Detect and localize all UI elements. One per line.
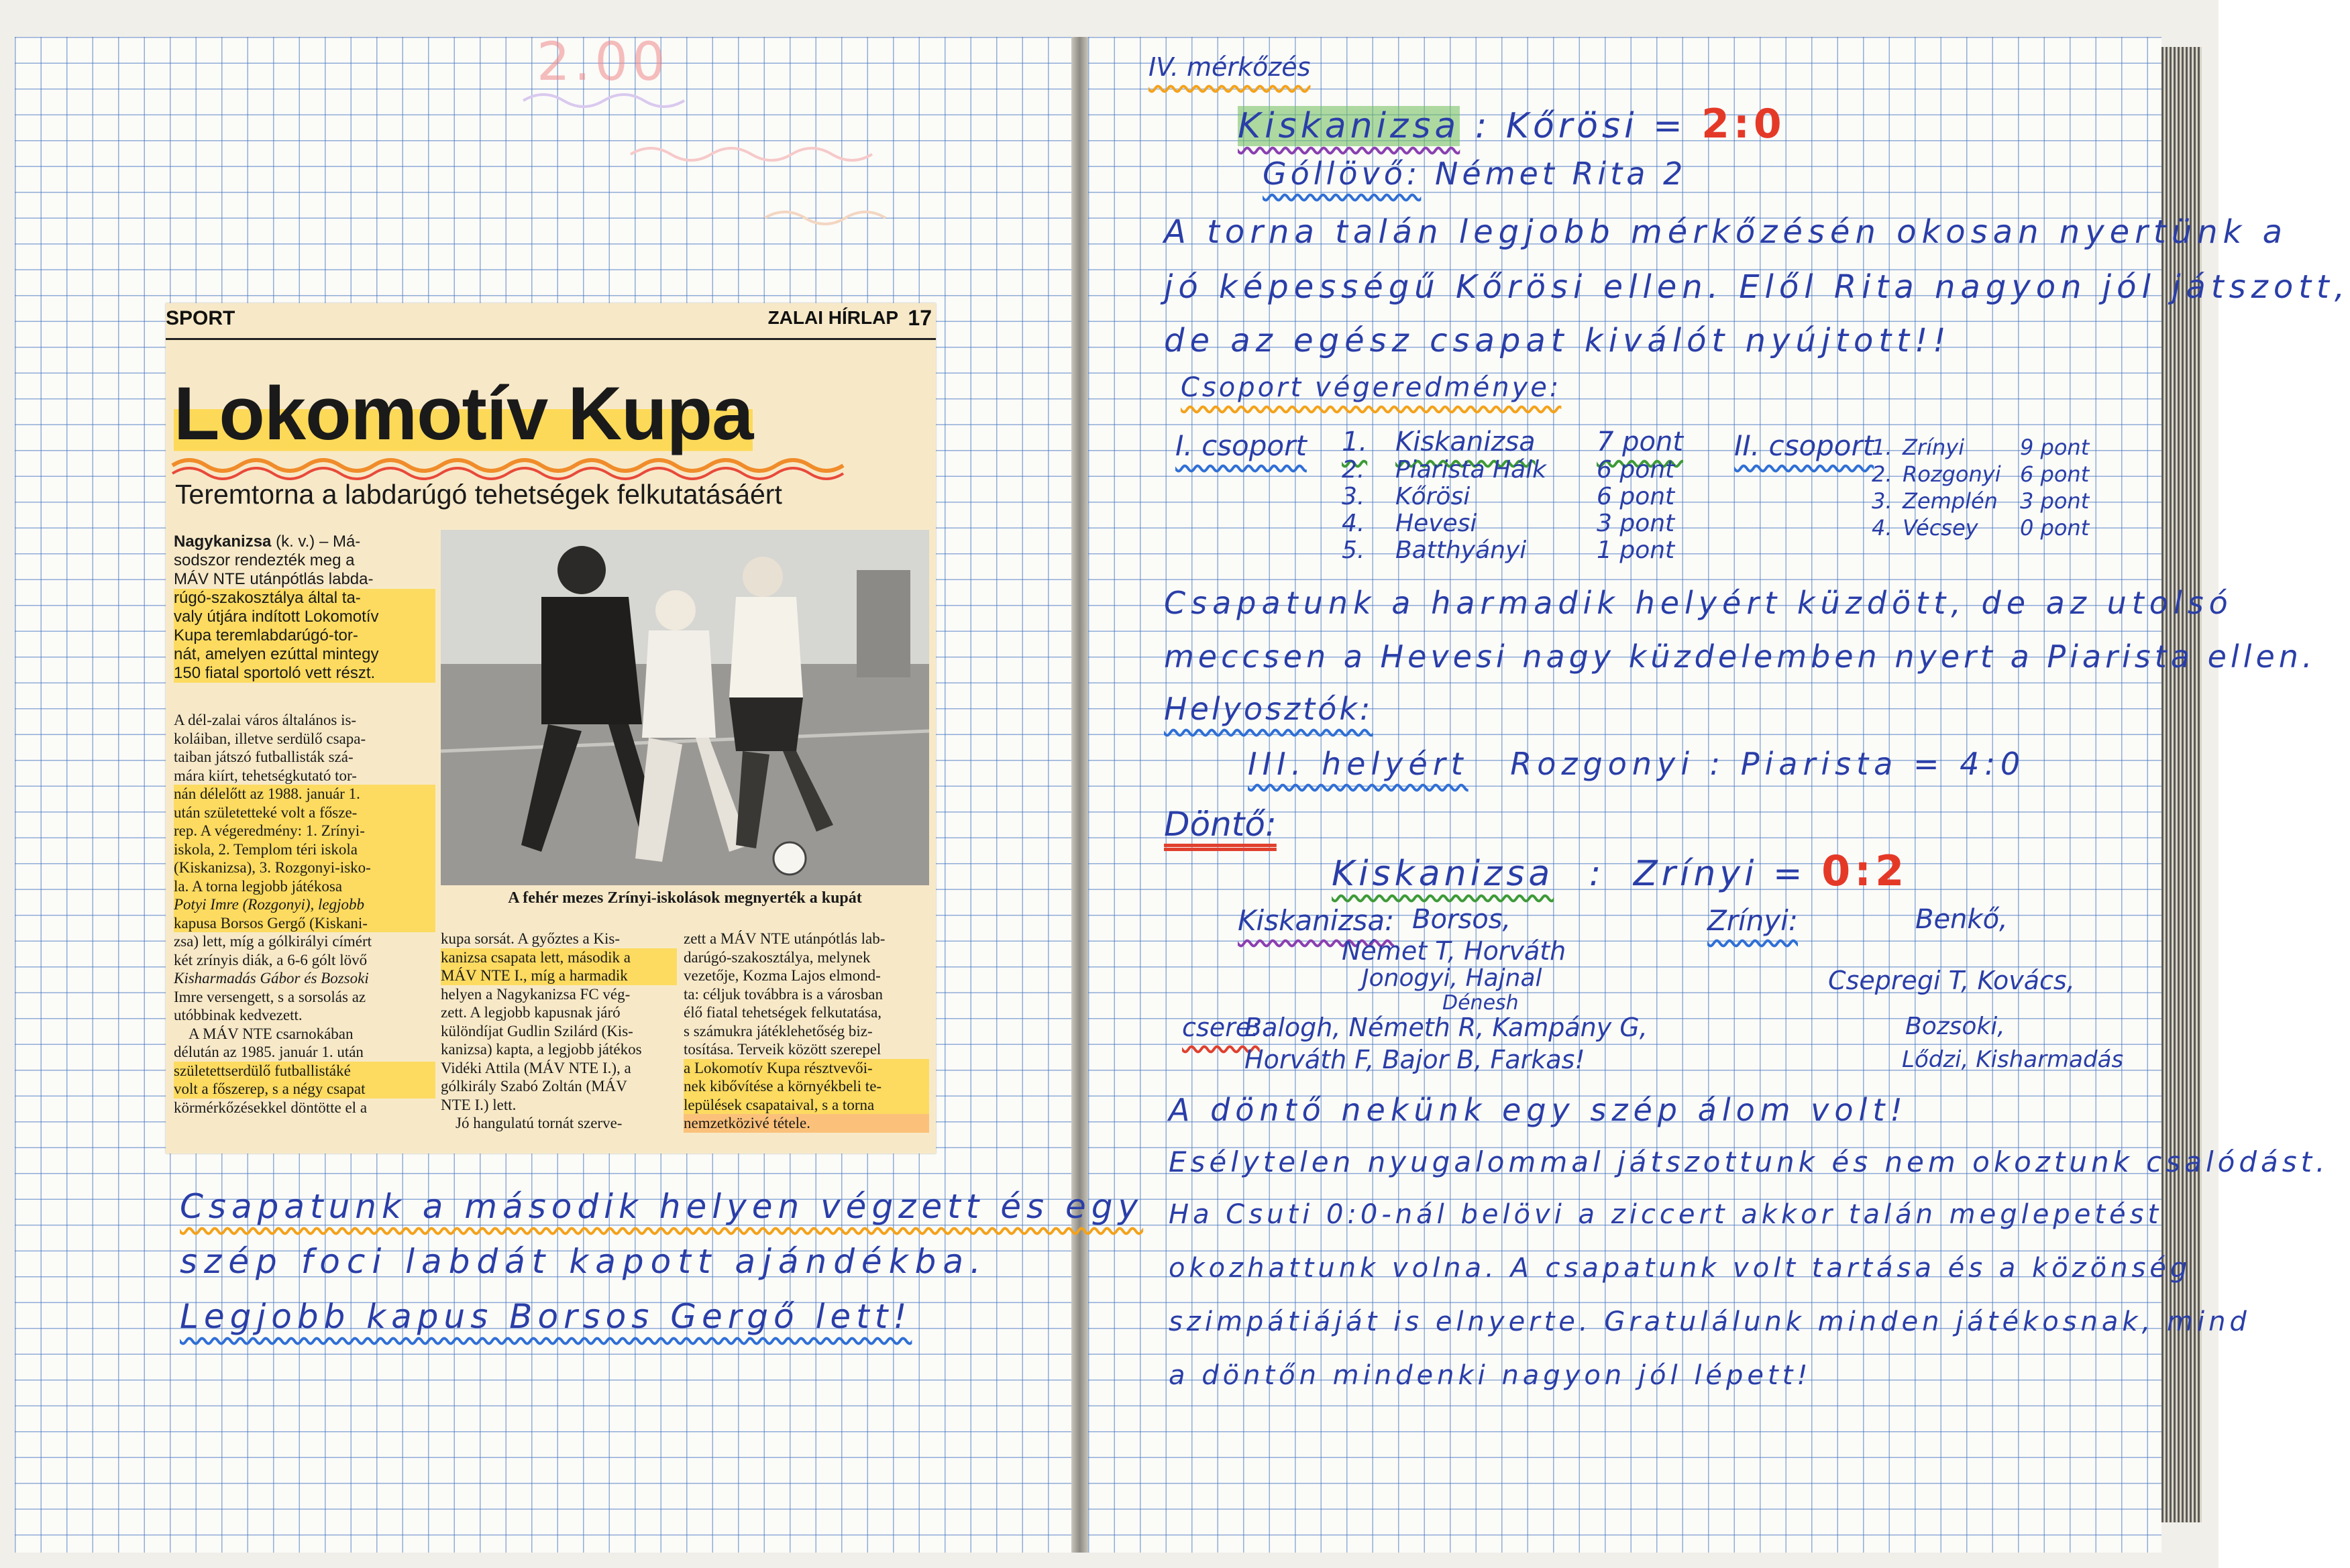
final-separator: : xyxy=(1589,854,1605,894)
col2-line: Jó hangulatú tornát szerve- xyxy=(456,1115,623,1131)
newspaper-clipping xyxy=(166,303,936,1154)
group2-points: 3 pont xyxy=(2020,488,2090,514)
group2-rank: 2. xyxy=(1872,461,1892,487)
scorers-line xyxy=(1263,156,1687,192)
col2-line: kanizsa csapata lett, második a xyxy=(441,948,677,967)
scorers-names: Német Rita 2 xyxy=(1434,156,1687,192)
col1-line: zsa) lett, míg a gólkirályi címért xyxy=(174,933,372,950)
group2-team: Zemplén xyxy=(1903,488,1998,514)
clipping-title: Lokomotív Kupa xyxy=(174,372,753,455)
group1-row xyxy=(1342,483,1691,510)
group1-points: 7 pont xyxy=(1597,427,1684,457)
col1-line: Potyi Imre (Rozgonyi), legjobb xyxy=(174,895,435,914)
lead-line: MÁV NTE utánpótlás labda- xyxy=(174,570,374,588)
col2-line: NTE I.) lett. xyxy=(441,1096,517,1113)
col1-line: koláiban, illetve serdülő csapa- xyxy=(174,730,366,747)
col1-line: A dél-zalai város általános is- xyxy=(174,712,357,728)
col3-line: vezetője, Kozma Lajos elmond- xyxy=(684,967,881,984)
photo-caption: A fehér mezes Zrínyi-iskolások megnyerték a kupát xyxy=(508,889,862,907)
match-equals: = xyxy=(1653,106,1687,146)
group2-rank: 4. xyxy=(1872,515,1892,541)
para3-line: A döntő nekünk egy szép álom volt! xyxy=(1169,1092,1908,1128)
col1-line: (Kiskanizsa), 3. Rozgonyi-isko- xyxy=(174,858,435,877)
lead-line: rúgó-szakosztálya által ta- xyxy=(174,589,435,608)
para3-line: a döntőn mindenki nagyon jól lépett! xyxy=(1169,1360,1812,1391)
clipping-header xyxy=(166,303,936,340)
final-result xyxy=(1332,846,1908,895)
para1-line: de az egész csapat kiválót nyújtott!! xyxy=(1164,322,1952,359)
col3-line: élő fiatal tehetségek felkutatása, xyxy=(684,1004,882,1021)
col1-line: két zrínyis diák, a 6-6 gólt lövő xyxy=(174,951,368,968)
col2-line: gólkirály Szabó Zoltán (MÁV xyxy=(441,1078,627,1095)
group2-points: 6 pont xyxy=(2020,461,2090,487)
lineup-kk-line: Német T, Horváth xyxy=(1342,936,1566,966)
lineup-kk-line: Borsos, xyxy=(1412,904,1511,935)
group1-rank: 2. xyxy=(1342,456,1365,484)
group2-row xyxy=(1872,515,2093,542)
col3-line: lepülések csapataival, s a torna xyxy=(684,1096,929,1115)
group1-label: I. csoport xyxy=(1175,429,1307,462)
col3-line: nemzetközivé tétele. xyxy=(684,1114,929,1133)
group1-rank: 1. xyxy=(1342,427,1368,457)
lineup-kk-label: Kiskanizsa: xyxy=(1238,904,1395,937)
col1-line: kapusa Borsos Gergő (Kiskani- xyxy=(174,914,435,933)
group2-team: Zrínyi xyxy=(1903,435,1965,460)
col3-line: s számukra játéklehetőség biz- xyxy=(684,1022,873,1040)
para3-line: okozhattunk volna. A csapatunk volt tartása és a közönség xyxy=(1169,1253,2192,1284)
group1-row xyxy=(1342,537,1691,563)
subs-line: Horváth F, Bajor B, Farkas! xyxy=(1244,1045,1585,1074)
clipping-subtitle: Teremtorna a labdarúgó tehetségek felkutatásáért xyxy=(175,479,782,510)
group2-points: 0 pont xyxy=(2020,515,2090,541)
scorers-label: Góllövő: xyxy=(1263,156,1422,192)
corner-mark: 2.00 xyxy=(537,32,670,93)
group1-row xyxy=(1342,456,1691,483)
col2-line: Vidéki Attila (MÁV NTE I.), a xyxy=(441,1059,631,1076)
match-result xyxy=(1238,101,1786,148)
col1-line: A MÁV NTE csarnokában xyxy=(189,1025,354,1042)
placing3-label: III. helyért xyxy=(1248,746,1468,782)
lead-line: valy útjára indított Lokomotív xyxy=(174,608,435,626)
col1-line: délután az 1985. január 1. után xyxy=(174,1044,364,1060)
final-equals: = xyxy=(1773,854,1807,894)
lead-line xyxy=(174,533,435,551)
col1-line: la. A torna legjobb játékosa xyxy=(174,877,435,896)
lineup-kk-line: Dénesh xyxy=(1442,991,1519,1015)
col2-line: helyen a Nagykanizsa FC vég- xyxy=(441,985,631,1003)
match-away-team: Kőrösi xyxy=(1505,106,1638,146)
para1-line: A torna talán legjobb mérkőzésén okosan nyertünk a xyxy=(1164,213,2288,251)
group1-table xyxy=(1342,427,1691,563)
final-label: Döntő: xyxy=(1164,805,1277,844)
final-away-team: Zrínyi xyxy=(1633,854,1758,894)
col1-line: volt a főszerep, s a négy csapat xyxy=(174,1080,435,1099)
match-separator: : xyxy=(1475,106,1491,146)
group1-team: Kőrösi xyxy=(1395,483,1471,510)
clipping-column-1 xyxy=(174,711,435,1117)
group2-rank: 1. xyxy=(1872,435,1892,460)
group1-team: Batthyányi xyxy=(1395,537,1527,564)
lineup-zr-line: Lődzi, Kisharmadás xyxy=(1902,1046,2124,1073)
lineup-zr-line: Bozsoki, xyxy=(1905,1013,2005,1040)
final-home-team: Kiskanizsa xyxy=(1332,854,1554,894)
subs-label: csere: xyxy=(1182,1013,1260,1042)
group1-points: 3 pont xyxy=(1597,510,1675,537)
clipping-page-number: 17 xyxy=(908,306,932,330)
para1-line: jó képességű Kőrösi ellen. Elől Rita nagyon jól játszott, xyxy=(1164,268,2350,306)
group2-row xyxy=(1872,435,2093,461)
col1-line: születettserdülő futballistáké xyxy=(174,1062,435,1080)
col1-line: Imre versengett, s a sorsolás az xyxy=(174,988,366,1005)
group1-rank: 5. xyxy=(1342,537,1365,564)
col1-line: rep. A végeredmény: 1. Zrínyi- xyxy=(174,822,435,840)
photo-players-illustration xyxy=(441,530,929,885)
note-line-2: szép foci labdát kapott ajándékba. xyxy=(180,1242,987,1281)
col1-line: iskola, 2. Templom téri iskola xyxy=(174,840,435,859)
lineup-zr-line: Csepregi T, Kovács, xyxy=(1828,966,2075,995)
col2-line: kupa sorsát. A győztes a Kis- xyxy=(441,930,621,947)
group1-team: Hevesi xyxy=(1395,510,1477,537)
lineup-zr-line: Benkő, xyxy=(1915,904,2008,935)
col1-line: Kisharmadás Gábor és Bozsoki xyxy=(174,970,369,987)
subs-line: Balogh, Németh R, Kampány G, xyxy=(1244,1013,1648,1042)
para3-line: szimpátiáját is elnyerte. Gratulálunk minden játékosnak, mind xyxy=(1169,1306,2251,1337)
lead-line: sodszor rendezték meg a xyxy=(174,551,355,569)
col1-line: utóbbinak kedvezett. xyxy=(174,1007,303,1023)
note-line-3: Legjobb kapus Borsos Gergő lett! xyxy=(180,1297,912,1336)
lead-line: 150 fiatal sportoló vett részt. xyxy=(174,664,435,683)
placing3-line xyxy=(1248,746,2025,782)
col3-line: ta: céljuk továbbra is a városban xyxy=(684,985,883,1003)
para3-line: Ha Csuti 0:0-nál belövi a ziccert akkor talán meglepetést xyxy=(1169,1199,2163,1230)
col1-line: mára kiírt, tehetségkutató tor- xyxy=(174,767,357,784)
clipping-column-2 xyxy=(441,930,677,1133)
col1-line: után születetteké volt a főszе- xyxy=(174,803,435,822)
group2-row xyxy=(1872,488,2093,515)
col3-line: nek kibővítése a környékbeli te- xyxy=(684,1077,929,1096)
group2-points: 9 pont xyxy=(2020,435,2090,460)
col1-line: nán délelőtt az 1988. január 1. xyxy=(174,785,435,803)
match-photo xyxy=(441,530,929,885)
col1-line: taiban játszó futballisták szá- xyxy=(174,748,354,765)
note-line-1: Csapatunk a második helyen végzett és egy xyxy=(180,1187,1144,1226)
para3-line: Esélytelen nyugalommal játszottunk és nem okoztunk csalódást. xyxy=(1169,1145,2329,1178)
clipping-paper-name: ZALAI HÍRLAP xyxy=(767,307,898,328)
group1-points: 6 pont xyxy=(1597,456,1675,484)
group1-points: 1 pont xyxy=(1597,537,1675,564)
group2-team: Rozgonyi xyxy=(1903,461,2001,487)
placings-label: Helyosztók: xyxy=(1164,691,1373,727)
title-wavy-underline xyxy=(172,452,857,479)
group1-team: Kiskanizsa xyxy=(1395,427,1536,457)
group1-rank: 3. xyxy=(1342,483,1365,510)
group2-rank: 3. xyxy=(1872,488,1892,514)
col3-line: a Lokomotív Kupa résztvevői- xyxy=(684,1059,929,1078)
lineup-kk-line: Jonogyi, Hajnal xyxy=(1362,964,1542,992)
group1-row xyxy=(1342,510,1691,537)
lineup-zr-label: Zrínyi: xyxy=(1707,904,1799,937)
clipping-lead xyxy=(174,533,435,683)
group2-table xyxy=(1872,435,2093,542)
col3-line: darúgó-szakosztálya, melynek xyxy=(684,948,871,966)
group2-team: Vécsey xyxy=(1903,515,1978,541)
col3-line: zett a MÁV NTE utánpótlás lab- xyxy=(684,930,886,947)
group1-rank: 4. xyxy=(1342,510,1365,537)
para2-line: meccsen a Hevesi nagy küzdelemben nyert a Piarista ellen. xyxy=(1164,638,2316,675)
col2-line: MÁV NTE I., míg a harmadik xyxy=(441,966,677,985)
group2-label: II. csoport xyxy=(1734,429,1874,462)
lead-place: Nagykanizsa xyxy=(174,533,272,551)
group1-points: 6 pont xyxy=(1597,483,1675,510)
lead-line: Kupa teremlabdarúgó-tor- xyxy=(174,626,435,645)
lead-text: (k. v.) – Má- xyxy=(271,533,361,551)
col2-line: zett. A legjobb kapusnak járó xyxy=(441,1004,621,1021)
col2-line: kanizsa) kapta, a legjobb játékos xyxy=(441,1041,642,1058)
match-heading: IV. mérkőzés xyxy=(1149,52,1311,82)
col1-line: körmérkőzésekkel döntötte el a xyxy=(174,1099,368,1116)
clipping-section: SPORT xyxy=(166,307,235,329)
lead-line: nát, amelyen ezúttal mintegy xyxy=(174,645,435,664)
group1-team: Piarista Hálk xyxy=(1395,456,1546,484)
notebook-spine xyxy=(1071,37,1088,1553)
match-home-team: Kiskanizsa xyxy=(1238,106,1460,146)
col2-line: különdíjat Gudlin Szilárd (Kis- xyxy=(441,1022,633,1040)
para2-line: Csapatunk a harmadik helyért küzdött, de az utolsó xyxy=(1164,585,2233,621)
group1-row xyxy=(1342,427,1691,456)
match-score: 2:0 xyxy=(1701,101,1786,148)
clipping-column-3 xyxy=(684,930,929,1133)
group-results-label: Csoport végeredménye: xyxy=(1181,372,1562,403)
placing3-result: Rozgonyi : Piarista = 4:0 xyxy=(1510,746,2026,782)
col3-line: tosítása. Terveik között szerepel xyxy=(684,1041,882,1058)
group2-row xyxy=(1872,461,2093,488)
final-score: 0:2 xyxy=(1821,846,1909,895)
decor-squiggles-top xyxy=(510,74,979,275)
